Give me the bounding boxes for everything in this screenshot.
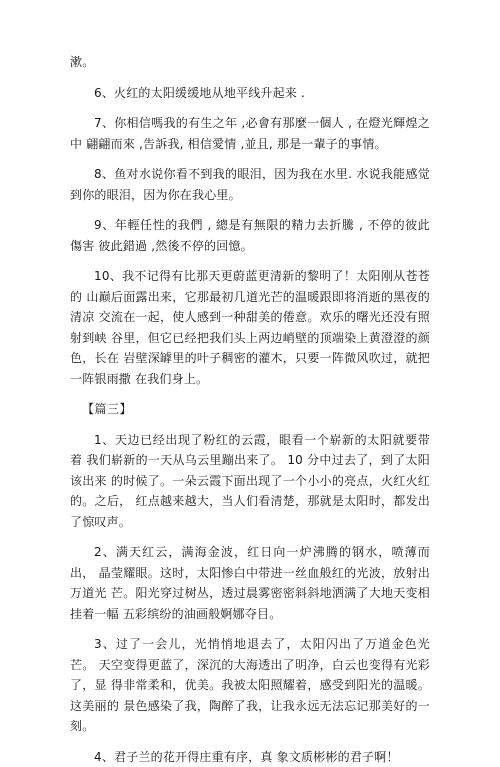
paragraph-gap	[70, 103, 430, 113]
paragraph-fragment: 漱。	[70, 52, 430, 73]
paragraph-gap	[70, 389, 430, 399]
paragraph-gap	[70, 256, 430, 266]
paragraph-s3-3: 3、过了一会儿，光悄悄地退去了，太阳闪出了万道金色光芒。 天空变得更蓝了，深沉的大海透出了明净，白云也变得有光彩了，显 得非常柔和，优美。我被太阳照耀着，感受到阳光的温暖。这美丽的 景色感染了我，陶醉了我，让我永远无法忘记那美好的一刻。	[70, 634, 430, 737]
paragraph-s3-1: 1、天边已经出现了粉红的云霞，眼看一个崭新的太阳就要带着 我们崭新的一天从乌云里蹦出来了。 10 分中过去了，到了太阳该出来 的时候了。一朵云霞下面出现了一个小小的亮点，火红火红的。之后， 红点越来越大，当人们看清楚，那就是太阳时，都发出了惊叹声。	[70, 430, 430, 533]
paragraph-gap	[70, 737, 430, 747]
paragraph-s3-2: 2、满天红云，满海金波，红日向一炉沸腾的钢水，喷薄而出， 晶莹耀眼。这时，太阳惨白中带进一丝血般红的光波，放射出万道光 芒。阳光穿过树丛，透过晨雾密密斜斜地洒满了大地天变相挂着一幅 五彩缤纷的油画般婀娜夺目。	[70, 542, 430, 624]
paragraph-s3-4: 4、君子兰的花开得庄重有序，真 象文质彬彬的君子啊！	[70, 747, 430, 767]
paragraph-9: 9、年輕任性的我們 , 總是有無限的精力去折騰 , 不停的彼此傷害 彼此錯過 ,然後不停的回憶。	[70, 215, 430, 256]
paragraph-gap	[70, 73, 430, 83]
paragraph-gap	[70, 420, 430, 430]
paragraph-gap	[70, 532, 430, 542]
paragraph-gap	[70, 205, 430, 215]
paragraph-gap	[70, 624, 430, 634]
section-title: 【篇三】	[70, 399, 430, 420]
paragraph-gap	[70, 154, 430, 164]
paragraph-10: 10、我不记得有比那天更蔚蓝更清新的黎明了！太阳刚从苍苍的 山巅后面露出来，它那最初几道光芒的温暖跟即将消逝的黑夜的清凉 交流在一起，使人感到一种甜美的倦意。欢乐的曙光还没有照射到峡 谷里，但它已经把我们头上两边峭壁的顶端染上黄澄澄的颜色，长在 岩壁深罅里的叶子稠密的灌木，只要一阵微风吹过，就把一阵银雨撒 在我们身上。	[70, 266, 430, 389]
paragraph-6: 6、火红的太阳缓缓地从地平线升起来 .	[70, 83, 430, 104]
paragraph-8: 8、鱼对水说你看不到我的眼泪，因为我在水里. 水说我能感觉 到你的眼泪，因为你在我心里。	[70, 164, 430, 205]
paragraph-7: 7、你相信嗎我的有生之年 ,必會有那麼一個人 , 在燈光輝煌之中 翩翩而來 ,告訴我, 相信愛情 ,並且, 那是一輩子的事情。	[70, 113, 430, 154]
